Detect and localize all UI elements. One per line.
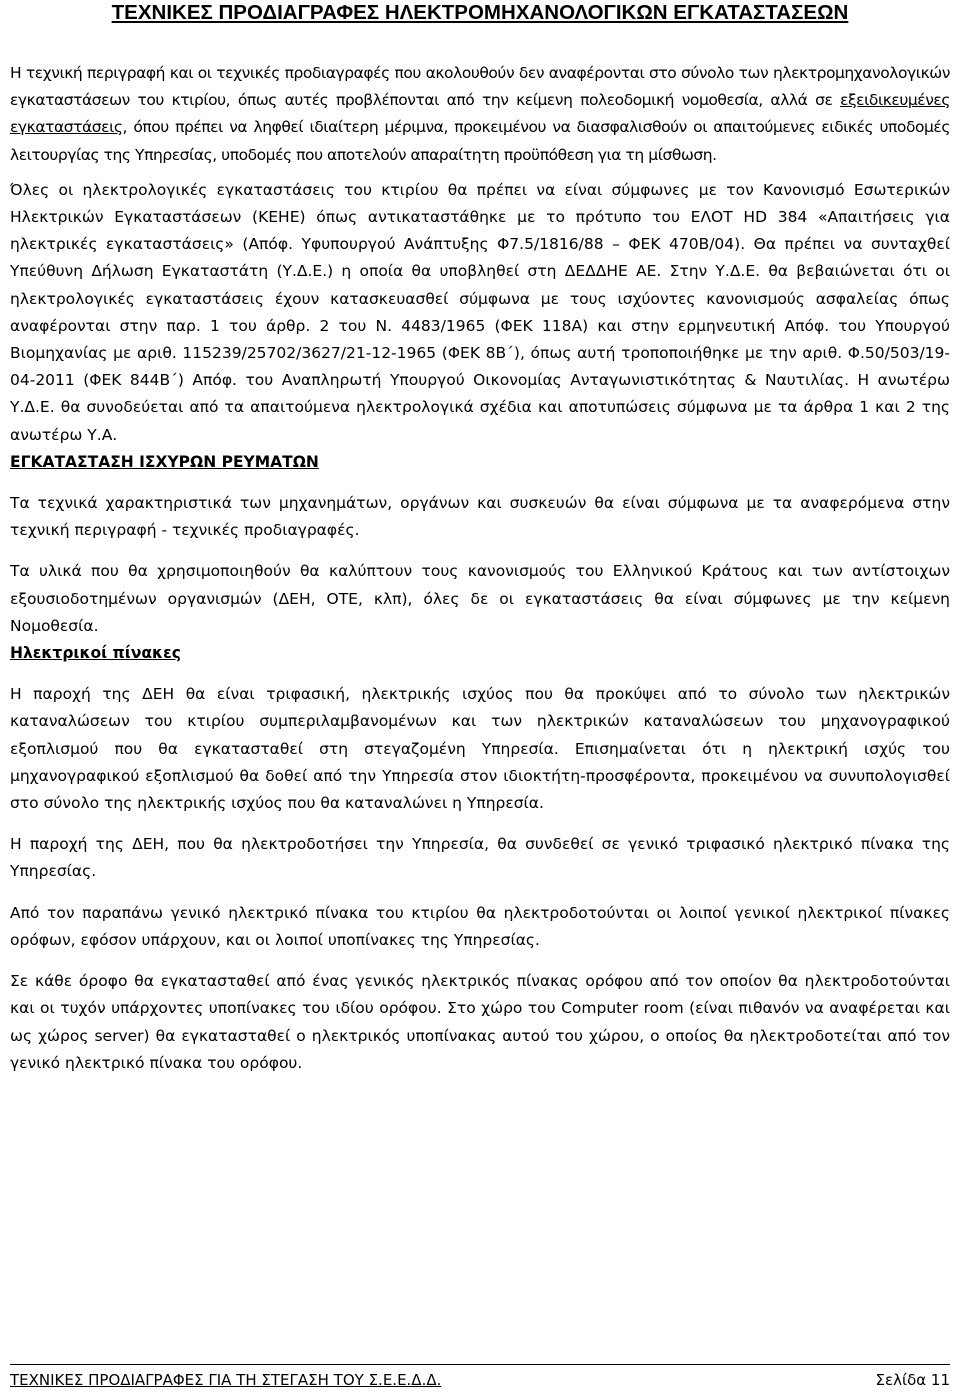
specialized-installations-link[interactable]: εξειδικευμένες εγκαταστάσεις xyxy=(10,91,950,137)
footer-document-title: ΤΕΧΝΙΚΕΣ ΠΡΟΔΙΑΓΡΑΦΕΣ ΓΙΑ ΤΗ ΣΤΕΓΑΣΗ ΤΟΥ Σ.Ε.Ε.Δ.Δ. xyxy=(10,1371,442,1389)
heavy-currents-paragraph-2: Τα υλικά που θα χρησιμοποιηθούν θα καλύπτουν τους κανονισμούς του Ελληνικού Κράτους και των αντίστοιχων εξουσιοδοτημένων οργανισμών (ΔΕΗ, ΟΤΕ, κλπ), όλες δε οι εγκαταστάσεις θα είναι σύμφωνες με την κείμενη Νομοθεσία. xyxy=(10,562,950,635)
heavy-currents-heading: ΕΓΚΑΤΑΣΤΑΣΗ ΙΣΧΥΡΩΝ ΡΕΥΜΑΤΩΝ xyxy=(10,452,319,471)
electrical-panels-heading: Ηλεκτρικοί πίνακες xyxy=(10,644,181,663)
regulations-paragraph: Όλες οι ηλεκτρολογικές εγκαταστάσεις του κτιρίου θα πρέπει να είναι σύμφωνες με τον Κανονισμό Εσωτερικών Ηλεκτρικών Εγκαταστάσεων (ΚΕΗΕ) όπως αντικαταστάθηκε με το πρότυπο του ΕΛΟΤ HD 384 «Απαιτήσεις για ηλεκτρικές εγκαταστάσεις» (Απόφ. Υφυπουργού Ανάπτυξης Φ7.5/1816/88 – ΦΕΚ 470Β/04). Θα πρέπει να συνταχθεί Υπεύθυνη Δήλωση Εγκαταστάτη (Υ.Δ.Ε.) η οποία θα υποβληθεί στη ΔΕΔΔΗΕ ΑΕ. Στην Υ.Δ.Ε. θα βεβαιώνεται ότι οι ηλεκτρολογικές εγκαταστάσεις έχουν κατασκευασθεί σύμφωνα με τους ισχύοντες κανονισμούς ασφαλείας όπως αναφέρονται στην παρ. 1 του άρθρ. 2 του Ν. 4483/1965 (ΦΕΚ 118Α) και στην ερμηνευτική Απόφ. του Υπουργού Βιομηχανίας με αριθ. 115239/25702/3627/21-12-1965 (ΦΕΚ 8Β΄), όπως αυτή τροποποιήθηκε με την αριθ. Φ.50/503/19-04-2011 (ΦΕΚ 844Β΄) Απόφ. του Αναπληρωτή Υπουργού Οικονομίας Ανταγωνιστικότητας & Ναυτιλίας. Η ανωτέρω Υ.Δ.Ε. θα συνοδεύεται από τα απαιτούμενα ηλεκτρολογικά σχέδια και αποτυπώσεις σύμφωνα με τα άρθρα 1 και 2 της ανωτέρω Υ.Α. xyxy=(10,180,950,444)
intro-text-end: , όπου πρέπει να ληφθεί ιδιαίτερη μέριμνα, προκειμένου να διασφαλισθούν οι απαιτούμενες ειδικές υποδομές λειτουργίας της Υπηρεσίας, υποδομές που αποτελούν απαραίτητη προϋπόθεση για τη μίσθωση. xyxy=(10,118,950,164)
electrical-panels-paragraph-2: Η παροχή της ΔΕΗ, που θα ηλεκτροδοτήσει την Υπηρεσία, θα συνδεθεί σε γενικό τριφασικό ηλεκτρικό πίνακα της Υπηρεσίας. xyxy=(10,835,950,881)
heavy-currents-paragraph-1: Τα τεχνικά χαρακτηριστικά των μηχανημάτων, οργάνων και συσκευών θα είναι σύμφωνα με τα αναφερόμενα στην τεχνική περιγραφή - τεχνικές προδιαγραφές. xyxy=(10,494,950,540)
electrical-panels-paragraph-1: Η παροχή της ΔΕΗ θα είναι τριφασική, ηλεκτρικής ισχύος που θα προκύψει από το σύνολο των ηλεκτρικών καταναλώσεων του κτιρίου συμπεριλαμβανομένων και των ηλεκτρικών καταναλώσεων του μηχανογραφικού εξοπλισμού που θα εγκατασταθεί στη στεγαζομένη Υπηρεσία. Επισημαίνεται ότι η ηλεκτρική ισχύς του μηχανογραφικού εξοπλισμού θα δοθεί από την Υπηρεσία στον ιδιοκτήτη-προσφέροντα, προκειμένου να συνυπολογισθεί στο σύνολο της ηλεκτρικής ισχύος που θα καταναλώνει η Υπηρεσία. xyxy=(10,685,950,813)
footer-page-number: Σελίδα 11 xyxy=(875,1371,950,1389)
intro-text-start: Η τεχνική περιγραφή και οι τεχνικές προδιαγραφές που ακολουθούν δεν αναφέρονται στο σύνολο των ηλεκτρομηχανολογικών εγκαταστάσεων του κτιρίου, όπως αυτές προβλέπονται από την κείμενη πολεοδομική νομοθεσία, αλλά σε xyxy=(10,64,950,110)
electrical-panels-paragraph-4: Σε κάθε όροφο θα εγκατασταθεί από ένας γενικός ηλεκτρικός πίνακας ορόφου από τον οποίον θα ηλεκτροδοτούνται και οι τυχόν υπάρχοντες υποπίνακες του ιδίου ορόφου. Στο χώρο του Computer room (είναι πιθανόν να αναφέρεται και ως χώρος server) θα εγκατασταθεί ο ηλεκτρικός υποπίνακας αυτού του χώρου, ο οποίος θα ηλεκτροδοτείται από τον γενικό ηλεκτρικό πίνακα του ορόφου. xyxy=(10,972,950,1072)
intro-paragraph xyxy=(10,60,950,169)
document-title: ΤΕΧΝΙΚΕΣ ΠΡΟΔΙΑΓΡΑΦΕΣ ΗΛΕΚΤΡΟΜΗΧΑΝΟΛΟΓΙΚΩΝ ΕΓΚΑΤΑΣΤΑΣΕΩΝ xyxy=(111,1,849,24)
electrical-panels-paragraph-3: Από τον παραπάνω γενικό ηλεκτρικό πίνακα του κτιρίου θα ηλεκτροδοτούνται οι λοιποί γενικοί ηλεκτρικοί πίνακες ορόφων, εφόσον υπάρχουν, και οι λοιποί υποπίνακες της Υπηρεσίας. xyxy=(10,903,950,949)
document-body xyxy=(10,60,950,1077)
footer-divider xyxy=(10,1364,950,1365)
page-footer xyxy=(10,1368,950,1390)
